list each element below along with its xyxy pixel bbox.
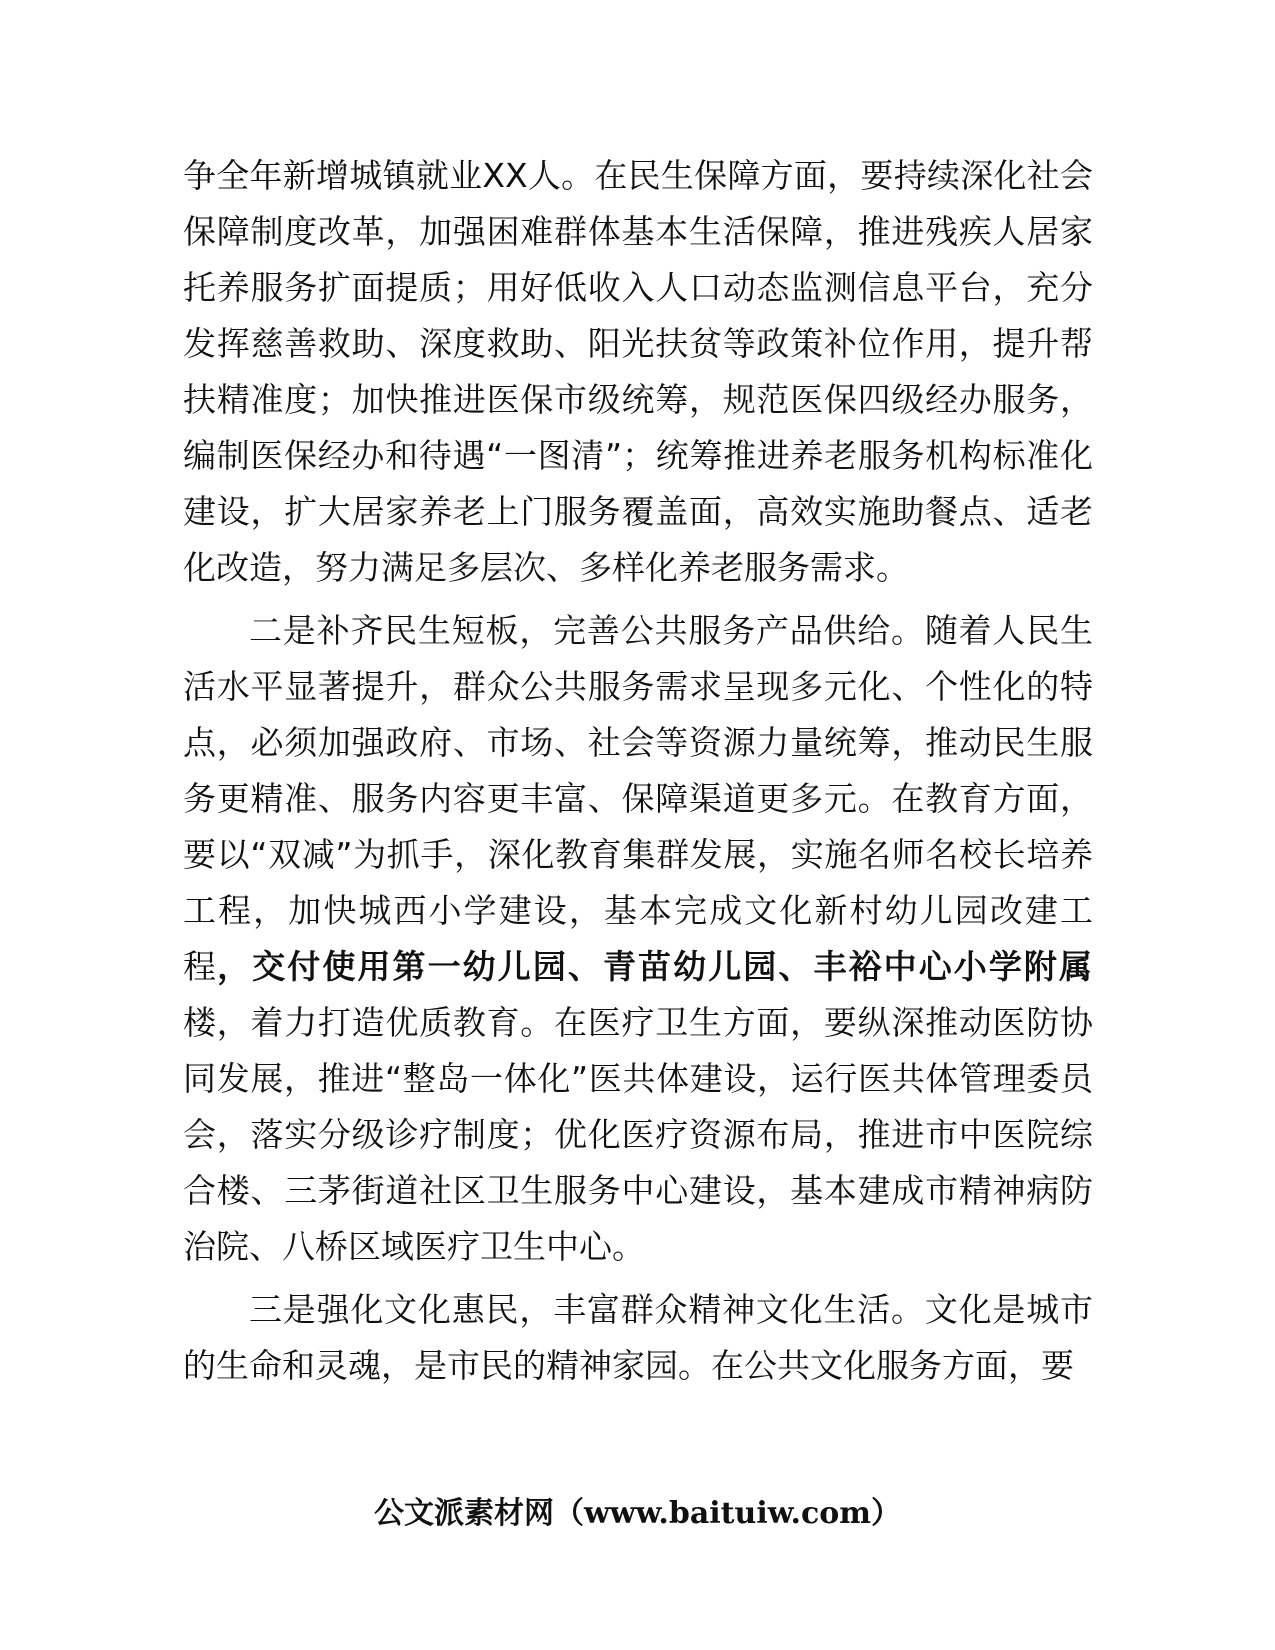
document-body (183, 148, 1093, 1394)
paragraph-2-text-start: 二是补齐民生短板，完善公共服务产品供给。随着人民生活水平显著提升，群众公共服务需求呈现多元化、个性化的特点，必须加强政府、市场、社会等资源力量统筹，推动民生服务更精准、服务内容更丰富、保障渠道更多元。在教育方面，要以“双减”为抓手，深化教育集群发展，实施名师名校长培养工程，加快城西小学建设，基本完成文化新村幼儿园改建工程 (183, 611, 1093, 986)
paragraph-2 (183, 603, 1093, 1275)
paragraph-2-text-end: 楼，着力打造优质教育。在医疗卫生方面，要纵深推动医防协同发展，推进“整岛一体化”医共体建设，运行医共体管理委员会，落实分级诊疗制度；优化医疗资源布局，推进市中医院综合楼、三茅街道社区卫生服务中心建设，基本建成市精神病防治院、八桥区域医疗卫生中心。 (183, 1003, 1093, 1266)
paragraph-1: 争全年新增城镇就业XX人。在民生保障方面，要持续深化社会保障制度改革，加强困难群体基本生活保障，推进残疾人居家托养服务扩面提质；用好低收入人口动态监测信息平台，充分发挥慈善救助、深度救助、阳光扶贫等政策补位作用，提升帮扶精准度；加快推进医保市级统筹，规范医保四级经办服务，编制医保经办和待遇“一图清”；统筹推进养老服务机构标准化建设，扩大居家养老上门服务覆盖面，高效实施助餐点、适老化改造，努力满足多层次、多样化养老服务需求。 (183, 156, 1093, 587)
paragraph-2-bold-text: ，交付使用第一幼儿园、青苗幼儿园、丰裕中心小学附属 (217, 947, 1094, 986)
paragraph-3: 三是强化文化惠民，丰富群众精神文化生活。文化是城市的生命和灵魂，是市民的精神家园。在公共文化服务方面，要 (183, 1290, 1093, 1385)
footer-watermark: 公文派素材网（www.baituiw.com） (373, 1496, 902, 1531)
